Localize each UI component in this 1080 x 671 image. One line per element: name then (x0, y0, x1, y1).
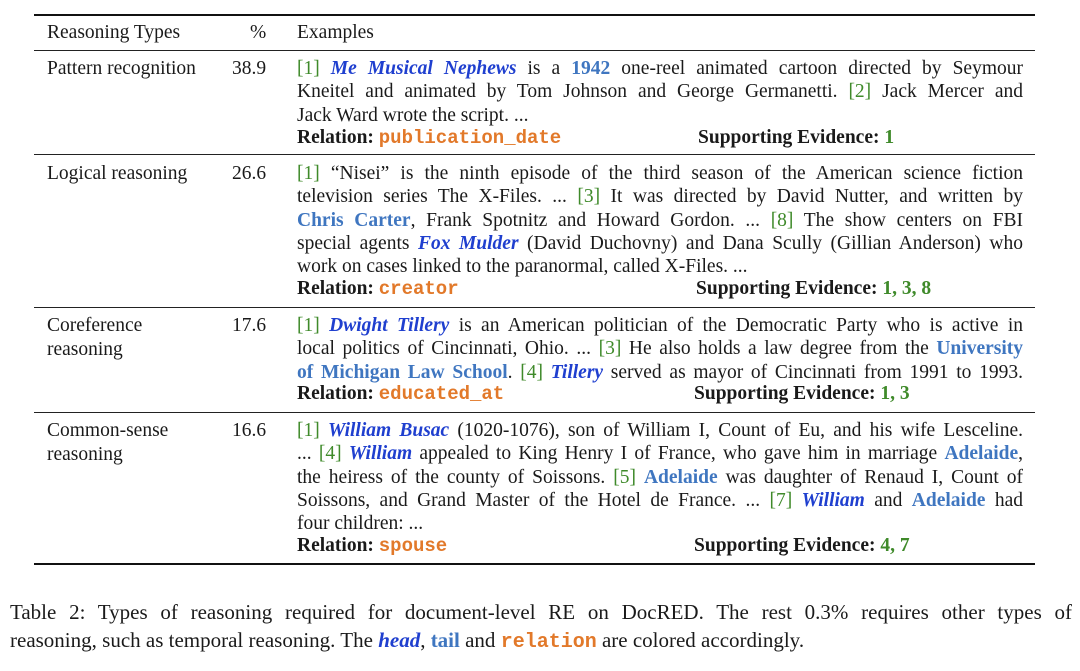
sentence-id: [2] (848, 81, 872, 103)
sentence-id: [1] (297, 58, 320, 79)
sentence-id: [3] (577, 186, 601, 208)
head-entity: Dwight Tillery (329, 315, 450, 336)
tail-entity: of Michigan Law School (297, 361, 508, 383)
caption-relation-word: relation (500, 631, 597, 654)
tail-entity: Adelaide (911, 489, 986, 511)
sentence-id: [4] (520, 361, 543, 383)
reasoning-type: Coreference reasoning (47, 315, 143, 360)
reasoning-type: Common-sense reasoning (47, 420, 169, 465)
evidence-value: 1, 3, 8 (882, 278, 932, 299)
supporting-evidence: Supporting Evidence: 1 (698, 127, 895, 148)
head-entity: William (348, 443, 413, 465)
row-divider (34, 412, 1035, 413)
head-entity: William (801, 489, 865, 511)
relation-row: Relation: creator (297, 278, 459, 300)
relation-value: spouse (378, 535, 448, 557)
tail-entity: 1942 (571, 58, 611, 79)
caption-tail-word: tail (430, 628, 460, 652)
example-text: [1] Dwight Tillery is an American politician of the Democratic Party who is active in local politics of Cincinnati, Ohio. ... [3] He also holds a law degree from the University of Michigan Law School. [4] Tillery served as mayor of Cincinnati from 1991 to 1993. (297, 315, 1024, 383)
row-divider (34, 154, 1035, 155)
evidence-value: 4, 7 (880, 535, 910, 556)
sentence-id: [7] (769, 489, 793, 511)
reasoning-percent: 17.6 (232, 315, 267, 336)
supporting-evidence: Supporting Evidence: 1, 3, 8 (696, 278, 932, 299)
relation-value: publication_date (378, 127, 562, 149)
sentence-id: [1] (297, 163, 320, 184)
relation-row: Relation: educated_at (297, 383, 505, 405)
relation-value: educated_at (378, 383, 505, 405)
evidence-value: 1 (884, 127, 895, 148)
example-text: [1] Me Musical Nephews is a 1942 one-reel animated cartoon directed by Seymour Kneitel and animated by Tom Johnson and George Germanetti. [2] Jack Mercer and Jack Ward wrote the script. ... (297, 58, 1023, 126)
header-examples: Examples (297, 22, 374, 43)
caption-head-word: head (378, 628, 421, 652)
tail-entity: University (936, 338, 1023, 360)
row-divider (34, 307, 1035, 308)
head-entity: Me Musical Nephews (330, 58, 517, 79)
sentence-id: [4] (318, 443, 342, 465)
reasoning-type: Logical reasoning (47, 163, 188, 184)
sentence-id: [1] (297, 420, 320, 441)
relation-value: creator (378, 278, 459, 300)
sentence-id: [8] (770, 209, 794, 231)
evidence-value: 1, 3 (880, 383, 910, 404)
sentence-id: [3] (598, 338, 622, 360)
reasoning-percent: 16.6 (232, 420, 267, 441)
tail-entity: Chris Carter (297, 209, 411, 231)
sentence-id: [5] (613, 466, 636, 488)
reasoning-type: Pattern recognition (47, 58, 196, 79)
sentence-id: [1] (297, 315, 320, 336)
example-text: [1] “Nisei” is the ninth episode of the third season of the American science fiction television series The X-Files. ... [3] It was directed by David Nutter, and written by Chris Carter, Frank Spotnitz and Howard Gordon. ... [8] The show centers on FBI special agents Fox Mulder (David Duchovny) and Dana Scully (Gillian Anderson) who work on cases linked to the paranormal, called X-Files. ... (297, 163, 1024, 278)
head-entity: William Busac (327, 420, 450, 441)
head-entity: Tillery (550, 361, 604, 383)
example-text: [1] William Busac (1020-1076), son of William I, Count of Eu, and his wife Lesceline. ... [4] William appealed to King Henry I of France, who gave him in marriage Adelaide, the heiress of the county of Soissons. [5] Adelaide was daughter of Renaud I, Count of Soissons, and Grand Master of the Hotel de France. ... [7] William and Adelaide had four children: ... (297, 420, 1024, 535)
relation-row: Relation: publication_date (297, 127, 562, 149)
relation-row: Relation: spouse (297, 535, 448, 557)
supporting-evidence: Supporting Evidence: 4, 7 (694, 535, 910, 556)
table-bottom-rule (34, 563, 1035, 565)
table-top-rule (34, 14, 1035, 16)
table-caption: Table 2: Types of reasoning required for document-level RE on DocRED. The rest 0.3% requires other types of reasoning, such as temporal reasoning. The head, tail and relation are colored accordingly. (10, 600, 1072, 654)
tail-entity: Adelaide (643, 466, 718, 488)
reasoning-percent: 26.6 (232, 163, 267, 184)
tail-entity: Adelaide (944, 443, 1019, 465)
header-rule (34, 50, 1035, 51)
head-entity: Fox Mulder (417, 232, 519, 254)
header-percent: % (250, 22, 267, 43)
header-reasoning-types: Reasoning Types (47, 22, 181, 43)
reasoning-percent: 38.9 (232, 58, 267, 79)
supporting-evidence: Supporting Evidence: 1, 3 (694, 383, 910, 404)
